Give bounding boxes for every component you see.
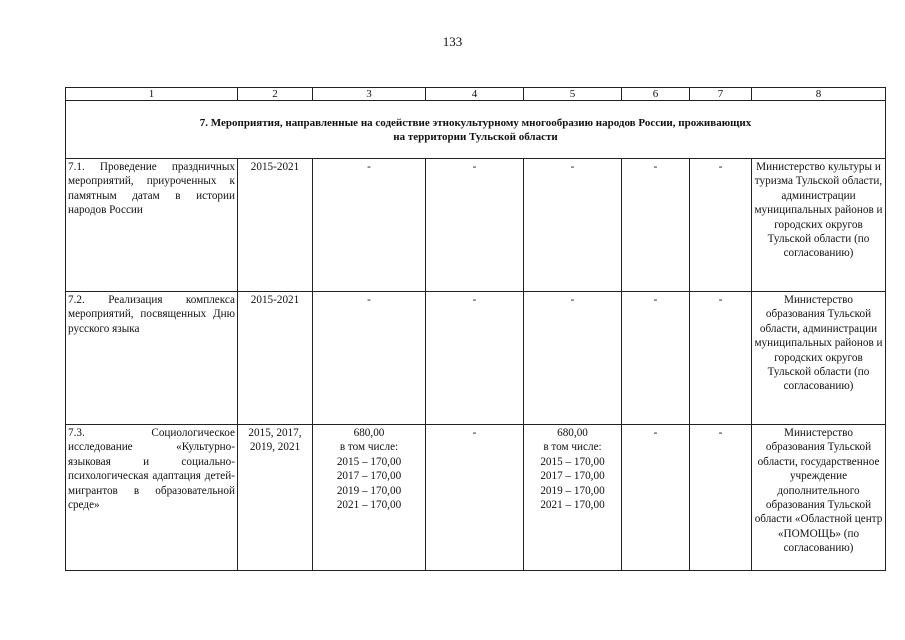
funding-year-item: 2015 – 170,00 — [540, 455, 605, 468]
executor-cell: Министерство образования Тульской области, администрации муниципальных районов и городских округов Тульской области (по согласованию) — [752, 292, 886, 425]
column-header: 4 — [426, 88, 524, 101]
program-table — [65, 87, 886, 571]
section-title-line: 7. Мероприятия, направленные на содействие этнокультурному многообразию народов России, проживающих — [199, 116, 752, 129]
funding-year-item: 2021 – 170,00 — [540, 499, 605, 512]
table-row — [66, 292, 886, 425]
funding-year-item: 2019 – 170,00 — [336, 484, 402, 497]
funding-year-item: 2021 – 170,00 — [336, 499, 402, 512]
executor-cell: Министерство культуры и туризма Тульской области, администрации муниципальных районов и городских округов Тульской области (по согласованию) — [752, 159, 886, 292]
funding-year-item: 2017 – 170,00 — [336, 470, 402, 483]
column-number-row — [66, 88, 886, 101]
funding-year-item: 2019 – 170,00 — [540, 484, 605, 497]
column-header: 8 — [752, 88, 886, 101]
funding-total-cell: - — [313, 159, 426, 292]
column-header: 6 — [622, 88, 690, 101]
activity-name: 7.3. Социологическое исследование «Культурно-языковая и социально-психологическая адаптация детей-мигрантов в образовательной среде» — [66, 425, 238, 571]
funding-total-cell — [313, 425, 426, 571]
federal-funding-cell: - — [426, 292, 524, 425]
table-row — [66, 159, 886, 292]
column-header: 3 — [313, 88, 426, 101]
activity-name: 7.1. Проведение праздничных мероприятий, приуроченных к памятным датам в истории народов России — [66, 159, 238, 292]
funding-total-value: 680,00 — [353, 427, 385, 439]
column-header: 5 — [524, 88, 622, 101]
funding-total-cell: - — [313, 292, 426, 425]
local-funding-cell: - — [622, 159, 690, 292]
federal-funding-cell: - — [426, 425, 524, 571]
federal-funding-cell: - — [426, 159, 524, 292]
other-funding-cell: - — [690, 425, 752, 571]
section-title — [66, 101, 886, 159]
section-title-line: на территории Тульской области — [393, 130, 558, 143]
local-funding-cell: - — [622, 292, 690, 425]
funding-total-value: 680,00 — [557, 427, 588, 439]
regional-funding-cell: - — [524, 159, 622, 292]
regional-funding-cell — [524, 425, 622, 571]
other-funding-cell: - — [690, 292, 752, 425]
column-header: 7 — [690, 88, 752, 101]
funding-breakdown-label: в том числе: — [339, 441, 399, 454]
years-cell: 2015-2021 — [238, 159, 313, 292]
years-cell: 2015, 2017, 2019, 2021 — [238, 425, 313, 571]
funding-breakdown-label: в том числе: — [543, 441, 602, 454]
column-header: 1 — [66, 88, 238, 101]
column-header: 2 — [238, 88, 313, 101]
years-cell: 2015-2021 — [238, 292, 313, 425]
table-row — [66, 425, 886, 571]
funding-year-item: 2015 – 170,00 — [336, 455, 402, 468]
page-number: 133 — [442, 34, 463, 49]
activity-name: 7.2. Реализация комплекса мероприятий, посвященных Дню русского языка — [66, 292, 238, 425]
regional-funding-cell: - — [524, 292, 622, 425]
executor-cell: Министерство образования Тульской области, государственное учреждение дополнительного образования Тульской области «Областной центр «ПОМОЩЬ» (по согласованию) — [752, 425, 886, 571]
local-funding-cell: - — [622, 425, 690, 571]
other-funding-cell: - — [690, 159, 752, 292]
funding-year-item: 2017 – 170,00 — [540, 470, 605, 483]
section-header-row — [66, 101, 886, 159]
